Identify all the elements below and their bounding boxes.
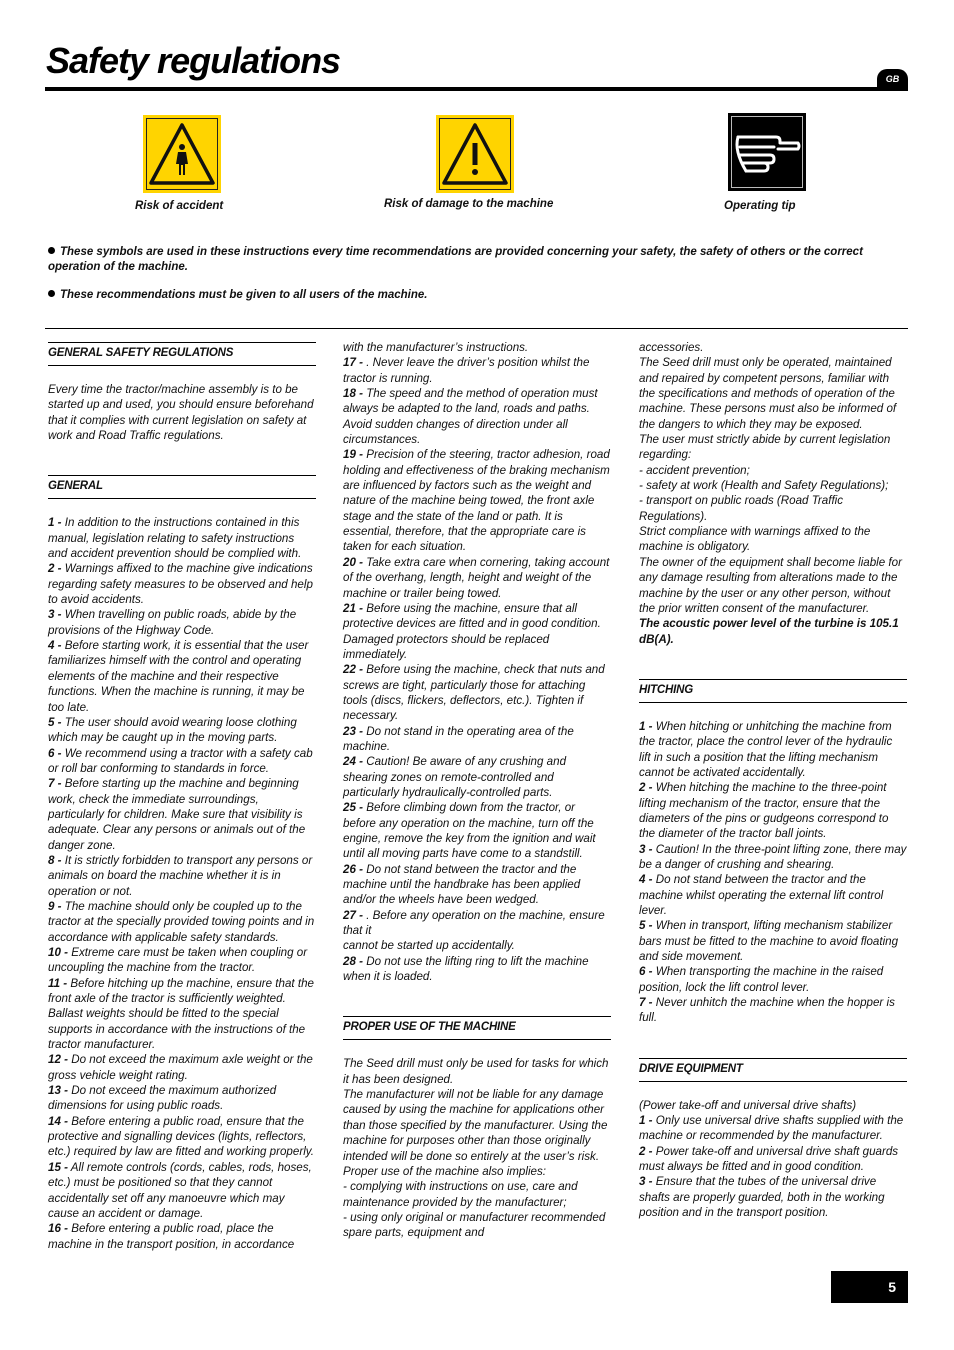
item-number: 4 - <box>48 639 62 653</box>
list-item <box>48 1221 316 1252</box>
proper-use-text-continued <box>639 340 907 616</box>
page-number: 5 <box>831 1271 908 1303</box>
paragraph: Strict compliance with warnings affixed to the machine is obligatory. <box>639 525 871 554</box>
list-item <box>48 853 316 899</box>
item-number: 5 - <box>48 715 62 729</box>
paragraph: The Seed drill must only be operated, maintained and repaired by competent persons, familiar with the specifications and methods of operation of the machine. These persons must also be informed of the dangers to which they may be exposed. <box>639 356 897 431</box>
caption-risk-of-accident: Risk of accident <box>135 200 224 212</box>
item-number: 15 - <box>48 1160 68 1174</box>
item-number: 19 - <box>343 448 363 462</box>
acoustic-level-note: The acoustic power level of the turbine is 105.1 dB(A). <box>639 617 899 646</box>
pointing-hand-icon <box>728 113 806 191</box>
list-item <box>343 908 611 939</box>
list-item <box>48 1052 316 1083</box>
list-item <box>639 918 907 964</box>
item-number: 22 - <box>343 663 363 677</box>
exclamation-warning-triangle-icon <box>436 115 514 193</box>
paragraph: The Seed drill must only be used for tasks for which it has been designed. <box>343 1057 609 1086</box>
item-text: When transporting the machine in the raised position, lock the lift control lever. <box>639 965 884 994</box>
item-text: Only use universal drive shafts supplied with the machine or recommended by the manufacturer. <box>639 1114 904 1143</box>
bullet-icon <box>48 247 55 254</box>
item-number: 3 - <box>639 842 653 856</box>
caption-risk-of-damage: Risk of damage to the machine <box>384 198 554 210</box>
item-number: 3 - <box>639 1175 653 1189</box>
item-text: When in transport, lifting mechanism stabilizer bars must be fitted to the machine to avoid floating and side movement. <box>639 919 899 964</box>
item-text: Take extra care when cornering, taking account of the overhang, length, height and weight of the machine or trailer being towed. <box>343 555 610 600</box>
paragraph: The user must strictly abide by current legislation regarding: <box>639 433 891 462</box>
list-item <box>343 862 611 908</box>
item-number: 13 - <box>48 1084 68 1098</box>
item-number: 26 - <box>343 862 363 876</box>
paragraph: - safety at work (Health and Safety Regulations); <box>639 479 889 493</box>
list-item <box>343 355 611 386</box>
item-text: Extreme care must be taken when coupling or uncoupling the machine from the tractor. <box>48 946 308 975</box>
item-text: We recommend using a tractor with a safety cab or roll bar conforming to standards in force. <box>48 746 313 775</box>
heading-general-safety: GENERAL SAFETY REGULATIONS <box>48 342 316 366</box>
list-item <box>48 1083 316 1114</box>
item-number: 2 - <box>639 1144 653 1158</box>
item-text: The user should avoid wearing loose clothing which may be caught up in the moving parts. <box>48 715 297 745</box>
item-number: 17 - <box>343 356 363 370</box>
item-text: It is strictly forbidden to transport any persons or animals on board the machine whether it is in operation or not. <box>48 853 313 898</box>
item-text: When travelling on public roads, abide by the provisions of the Highway Code. <box>48 608 297 637</box>
list-item <box>48 515 316 561</box>
item-number: 6 - <box>48 746 62 760</box>
section-rule <box>45 328 908 329</box>
page-title: Safety regulations <box>46 40 341 81</box>
list-item <box>343 555 611 601</box>
item-text: Warnings affixed to the machine give indications regarding safety measures to be observed and help to avoid accidents. <box>48 562 313 607</box>
item-number: 4 - <box>639 873 653 887</box>
list-item <box>639 995 907 1026</box>
item-text: Before starting work, it is essential that the user familiarizes himself with the control and operating elements of the machine and their respective functions. When the machine is running, it may be too late. <box>48 639 309 714</box>
list-item <box>48 638 316 715</box>
list-item <box>639 842 907 873</box>
list-item <box>48 561 316 607</box>
item-number: 2 - <box>639 781 653 795</box>
item-text: Do not stand between the tractor and the machine whilst operating the external lift control lever. <box>639 873 884 917</box>
column-2 <box>343 340 611 1241</box>
item-text: Caution! In the three-point lifting zone, there may be a danger of crushing and shearing. <box>639 842 907 871</box>
heading-drive-equipment: DRIVE EQUIPMENT <box>639 1058 907 1082</box>
list-item <box>343 386 611 447</box>
list-item <box>48 1114 316 1160</box>
item-number: 27 - <box>343 908 363 922</box>
list-item <box>343 754 611 800</box>
heading-general: GENERAL <box>48 475 316 499</box>
item-text: In addition to the instructions contained in this manual, legislation relating to safety instructions and accident prevention should be complied with. <box>48 516 302 561</box>
general-items-list-continued <box>343 355 611 984</box>
paragraph: The owner of the equipment shall become liable for any damage resulting from alterations made to the machine by the user or any other person, without the prior written consent of the manufacturer. <box>639 555 902 615</box>
paragraph: - complying with instructions on use, care and maintenance provided by the manufacturer; <box>343 1180 578 1209</box>
item-number: 1 - <box>639 1114 653 1128</box>
list-item <box>343 601 611 662</box>
item-text: The machine should only be coupled up to the tractor at the specially provided towing points and in accordance with applicable safety standards. <box>48 899 315 944</box>
item-number: 21 - <box>343 601 363 615</box>
heading-proper-use: PROPER USE OF THE MACHINE <box>343 1016 611 1040</box>
item-number: 12 - <box>48 1053 68 1067</box>
item-text: Before starting up the machine and beginning work, check the immediate surroundings, particularly for children. Make sure that visibility is adequate. Clear any persons or animals out of the danger zone. <box>48 777 306 852</box>
item-number: 1 - <box>639 719 653 733</box>
list-item <box>48 1160 316 1221</box>
hitching-items-list <box>639 719 907 1026</box>
item-text: All remote controls (cords, cables, rods, hoses, etc.) must be positioned so that they cannot accidentally set off any manoeuvre which may cause an accident or damage. <box>48 1160 312 1220</box>
drive-equipment-items-list <box>639 1113 907 1220</box>
heading-hitching: HITCHING <box>639 679 907 703</box>
list-item <box>343 447 611 554</box>
item-text: Before hitching up the machine, ensure that the front axle of the tractor is sufficiently weighted. Ballast weights should be fitted to the special supports in accordance with the instructions of the tractor manufacturer. <box>48 976 314 1052</box>
general-safety-text: Every time the tractor/machine assembly is to be started up and used, you should ensure beforehand that it complies with current legislation on safety at work and Road Traffic regulations. <box>48 383 314 443</box>
item-number: 23 - <box>343 724 363 738</box>
item-text: Precision of the steering, tractor adhesion, road holding and effectiveness of the braking mechanism are influenced by factors such as the weight and nature of the machine being towed, the front axle stage and the state of the land or path. It is essential, therefore, that the appropriate care is taken for each situation. <box>343 448 610 554</box>
item-text: Do not use the lifting ring to lift the machine when it is loaded. <box>343 954 589 984</box>
item-text: . Before any operation on the machine, ensure that it <box>343 908 605 938</box>
item-number: 10 - <box>48 946 68 959</box>
drive-equipment-intro: (Power take-off and universal drive shafts) <box>639 1098 857 1112</box>
item-number: 2 - <box>48 562 62 576</box>
item-text: Before entering a public road, ensure that the protective and signalling devices (lights, reflectors, etc.) required by law are fitted and working properly. <box>48 1114 314 1159</box>
title-rule <box>45 87 908 91</box>
list-item <box>639 1113 907 1144</box>
list-item <box>343 662 611 723</box>
item-number: 1 - <box>48 516 62 530</box>
item-text: . Never leave the driver’s position whilst the tractor is running. <box>343 356 590 385</box>
item-text: When hitching or unhitching the machine from the tractor, place the control lever of the hydraulic lift in such a position that the lifting mechanism cannot be activated accidentally. <box>639 719 893 779</box>
list-item <box>48 976 316 1053</box>
caption-operating-tip: Operating tip <box>724 200 796 212</box>
list-item <box>639 872 907 918</box>
list-item <box>343 800 611 861</box>
proper-use-text <box>343 1056 611 1240</box>
item-text: Do not exceed the maximum authorized dimensions for using public roads. <box>48 1084 277 1113</box>
item-text: Never unhitch the machine when the hopper is full. <box>639 996 895 1025</box>
item-text: When hitching the machine to the three-point lifting mechanism of the tractor, ensure that the diameters of the pins or gudgeons correspond to the diameter of the tractor ball joints. <box>639 781 889 841</box>
item-text: Do not stand between the tractor and the machine until the handbrake has been applied and/or the wheels have been wedged. <box>343 862 581 907</box>
item-text: Before entering a public road, place the machine in the transport position, in accordance <box>48 1222 295 1251</box>
item-text: Before using the machine, check that nuts and screws are tight, particularly those for attaching tools (discs, flickers, deflectors, etc.). Tighten if necessary. <box>343 663 605 723</box>
item-number: 28 - <box>343 954 363 968</box>
item-number: 3 - <box>48 608 62 622</box>
item-number: 18 - <box>343 387 363 401</box>
list-item <box>343 954 611 985</box>
item-number: 5 - <box>639 919 653 933</box>
list-item <box>639 1144 907 1175</box>
item-number: 14 - <box>48 1114 68 1128</box>
paragraph: accessories. <box>639 341 704 354</box>
item-text: The speed and the method of operation must always be adapted to the land, roads and paths. Avoid sudden changes of direction under all circumstances. <box>343 387 598 447</box>
item-number: 9 - <box>48 899 62 913</box>
item-number: 8 - <box>48 853 62 867</box>
list-item <box>639 780 907 841</box>
item-number: 25 - <box>343 801 363 815</box>
paragraph: The manufacturer will not be liable for any damage caused by using the machine for applications other than those specified by the manufacturer. Using the machine for purposes other than those originally intended will be done so entirely at the user’s risk. <box>343 1088 608 1163</box>
intro-paragraph-users: These recommendations must be given to all users of the machine. <box>48 288 908 303</box>
list-item <box>48 899 316 945</box>
item-text: Ensure that the tubes of the universal drive shafts are properly guarded, both in the working position and in the transport position. <box>639 1175 885 1220</box>
list-item <box>639 719 907 780</box>
item-text: Caution! Be aware of any crushing and shearing zones on remote-controlled and particularly hydraulically-controlled parts. <box>343 755 567 799</box>
general-items-list <box>48 515 316 1252</box>
list-item <box>48 715 316 746</box>
language-badge: GB <box>877 69 908 89</box>
paragraph: - transport on public roads (Road Traffic Regulations). <box>639 494 844 523</box>
item-number: 7 - <box>48 777 62 791</box>
item-text: Before climbing down from the tractor, or before any operation on the machine, turn off the engine, remove the key from the ignition and wait until all moving parts have come to a standstill. <box>343 801 596 861</box>
list-item <box>343 938 611 953</box>
item-number: 20 - <box>343 555 363 569</box>
bullet-icon <box>48 290 55 297</box>
list-item <box>343 724 611 755</box>
item-text: Do not stand in the operating area of the machine. <box>343 724 574 753</box>
column-1 <box>48 340 316 1252</box>
person-warning-triangle-icon <box>143 115 221 193</box>
item-number: 11 - <box>48 976 68 990</box>
list-item <box>639 964 907 995</box>
item-number: 24 - <box>343 755 363 769</box>
column-3 <box>639 340 907 1221</box>
item-text: Do not exceed the maximum axle weight or the gross vehicle weight rating. <box>48 1053 313 1082</box>
list-item <box>48 776 316 853</box>
item-text: Before using the machine, ensure that all protective devices are fitted and in good condition. Damaged protectors should be replaced immediately. <box>343 601 601 661</box>
list-item <box>48 746 316 777</box>
list-item <box>639 1174 907 1220</box>
item-number: 6 - <box>639 965 653 979</box>
paragraph: - accident prevention; <box>639 463 750 477</box>
paragraph: Proper use of the machine also implies: <box>343 1164 546 1178</box>
item-number: 7 - <box>639 996 653 1010</box>
item-text: Power take-off and universal drive shaft guards must always be fitted and in good condition. <box>639 1144 899 1174</box>
list-item <box>48 607 316 638</box>
paragraph: - using only original or manufacturer recommended spare parts, equipment and <box>343 1210 606 1240</box>
intro-paragraph-symbols: These symbols are used in these instructions every time recommendations are provided concerning your safety, the safety of others or the correct operation of the machine. <box>48 246 863 273</box>
continued-text: with the manufacturer’s instructions. <box>343 341 529 354</box>
list-item <box>48 945 316 976</box>
item-text: cannot be started up accidentally. <box>343 939 515 953</box>
item-number: 16 - <box>48 1222 68 1236</box>
